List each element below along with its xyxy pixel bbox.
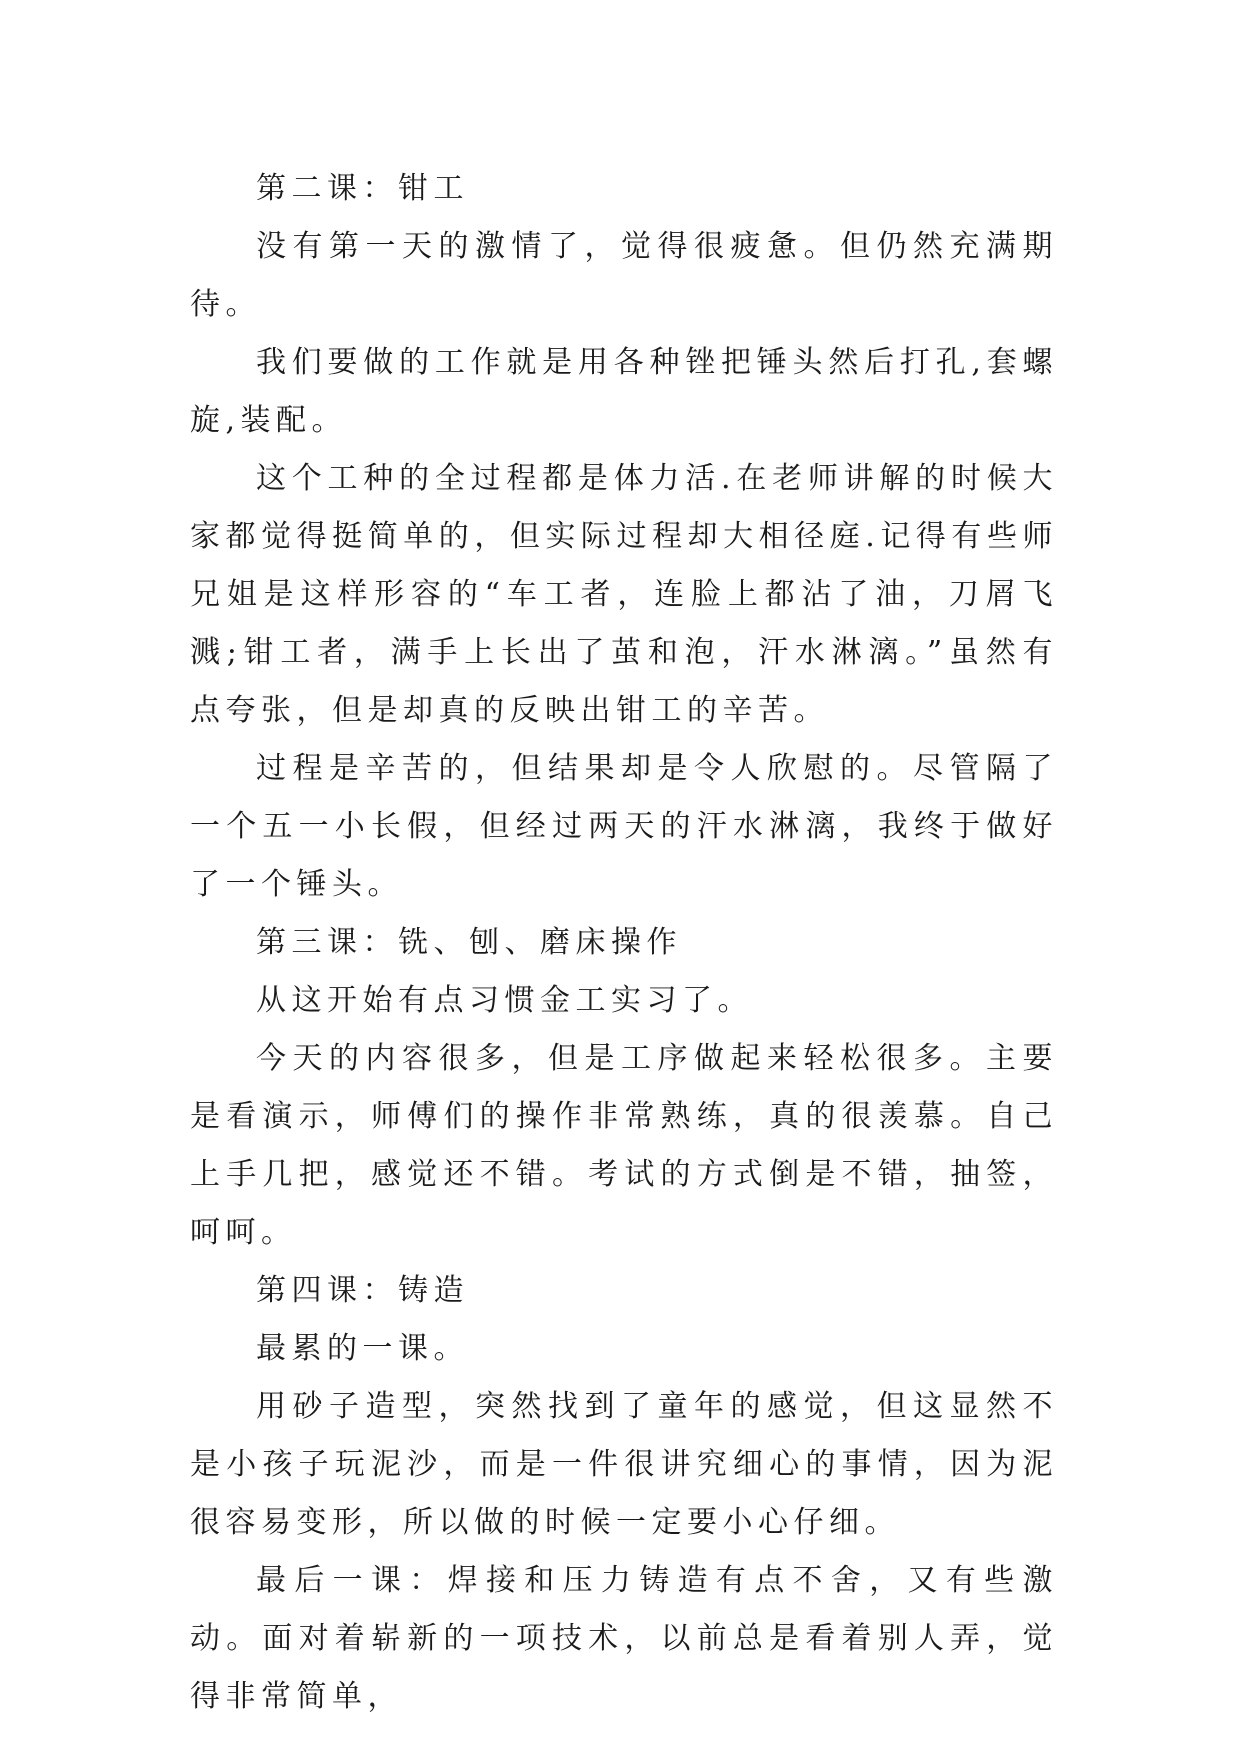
paragraph: 这个工种的全过程都是体力活.在老师讲解的时候大家都觉得挺简单的，但实际过程却大相径庭.记得有些师兄姐是这样形容的“车工者，连脸上都沾了油，刀屑飞溅;钳工者，满手上长出了茧和泡，汗水淋漓。”虽然有点夸张，但是却真的反映出钳工的辛苦。 — [190, 461, 1058, 728]
document-body — [190, 160, 1058, 1726]
heading-lesson-3: 第三课：铣、刨、磨床操作 — [256, 925, 682, 960]
paragraph: 过程是辛苦的，但结果却是令人欣慰的。尽管隔了一个五一小长假，但经过两天的汗水淋漓，我终于做好了一个锤头。 — [190, 751, 1058, 902]
paragraph: 今天的内容很多，但是工序做起来轻松很多。主要是看演示，师傅们的操作非常熟练，真的很羡慕。自己上手几把，感觉还不错。考试的方式倒是不错，抽签，呵呵。 — [190, 1041, 1058, 1250]
paragraph: 最后一课：焊接和压力铸造有点不舍，又有些激动。面对着崭新的一项技术，以前总是看着别人弄，觉得非常简单， — [190, 1563, 1058, 1714]
paragraph: 从这开始有点习惯金工实习了。 — [256, 983, 753, 1018]
paragraph: 没有第一天的激情了，觉得很疲惫。但仍然充满期待。 — [190, 229, 1058, 322]
paragraph: 我们要做的工作就是用各种锉把锤头然后打孔,套螺旋,装配。 — [190, 345, 1058, 438]
heading-lesson-4: 第四课：铸造 — [256, 1273, 469, 1308]
paragraph: 最累的一课。 — [256, 1331, 469, 1366]
heading-lesson-2: 第二课：钳工 — [256, 171, 469, 206]
paragraph: 用砂子造型，突然找到了童年的感觉，但这显然不是小孩子玩泥沙，而是一件很讲究细心的事情，因为泥很容易变形，所以做的时候一定要小心仔细。 — [190, 1389, 1058, 1540]
